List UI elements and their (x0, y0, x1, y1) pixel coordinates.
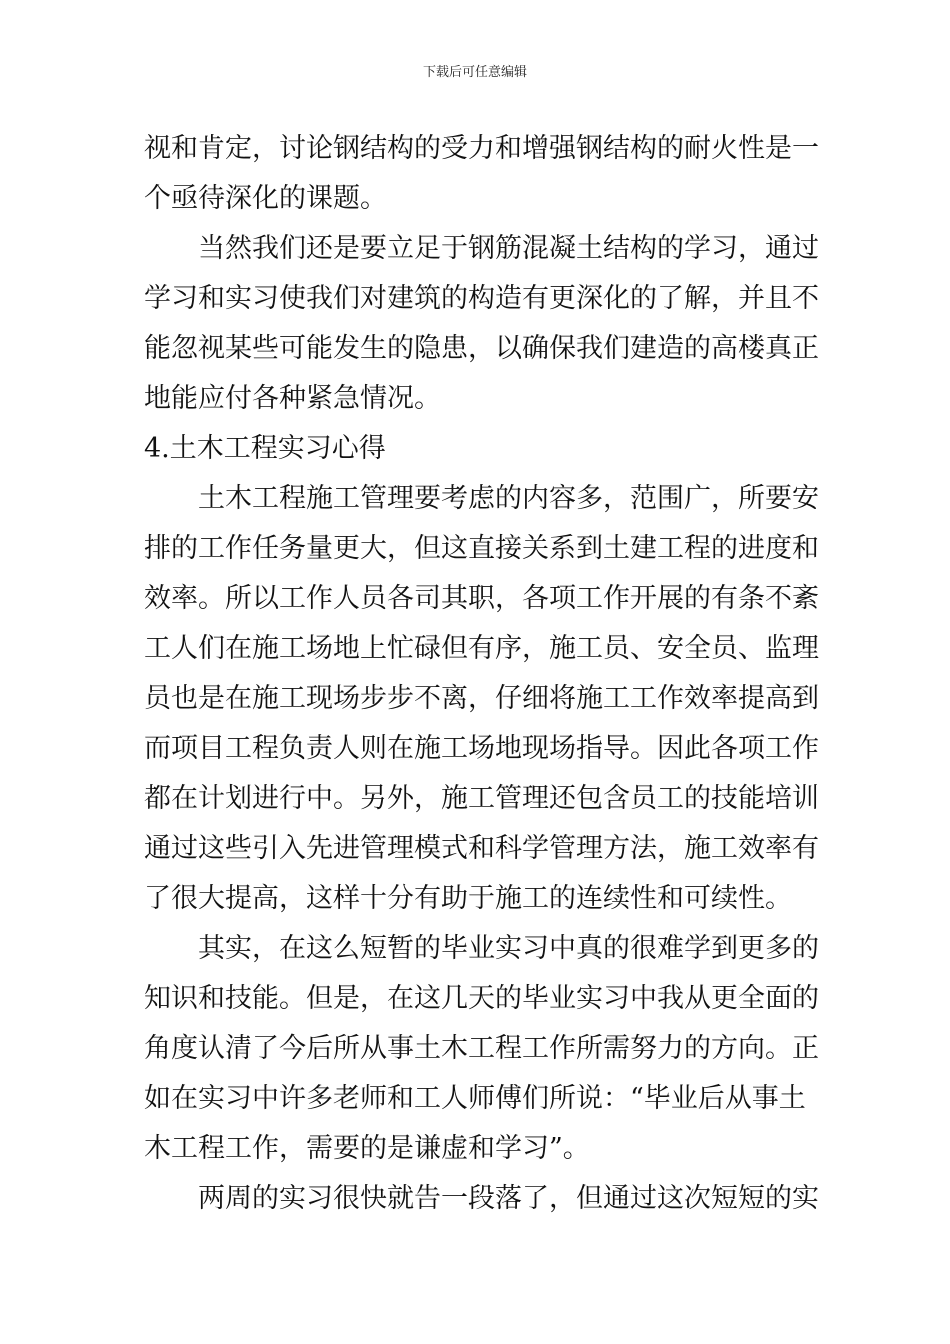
document-body (144, 124, 819, 1224)
text-line: 能忽视某些可能发生的隐患，以确保我们建造的高楼真正 (144, 333, 819, 364)
text-line: 员也是在施工现场步步不离，仔细将施工工作效率提高到 (144, 683, 819, 714)
text-line: 都在计划进行中。另外，施工管理还包含员工的技能培训 (144, 783, 819, 814)
text-line: 如在实习中许多老师和工人师傅们所说：“毕业后从事土 (144, 1083, 806, 1114)
text-line: 学习和实习使我们对建筑的构造有更深化的了解，并且不 (144, 283, 819, 314)
text-line: 通过这些引入先进管理模式和科学管理方法，施工效率有 (144, 833, 819, 864)
text-line: 视和肯定，讨论钢结构的受力和增强钢结构的耐火性是一 (144, 133, 819, 164)
paragraph-first-line: 其实，在这么短暂的毕业实习中真的很难学到更多的 (198, 933, 819, 964)
paragraph-first-line: 土木工程施工管理要考虑的内容多，范围广，所要安 (198, 483, 819, 514)
text-line: 个亟待深化的课题。 (144, 183, 387, 214)
text-line: 效率。所以工作人员各司其职，各项工作开展的有条不紊 (144, 583, 819, 614)
paragraph-first-line: 两周的实习很快就告一段落了，但通过这次短短的实 (198, 1183, 819, 1214)
text-line: 知识和技能。但是，在这几天的毕业实习中我从更全面的 (144, 983, 819, 1014)
page-header: 下载后可任意编辑 (422, 65, 527, 80)
section-heading: 4.土木工程实习心得 (144, 433, 386, 464)
text-line: 地能应付各种紧急情况。 (144, 383, 441, 414)
text-line: 而项目工程负责人则在施工场地现场指导。因此各项工作 (144, 733, 819, 764)
text-line: 排的工作任务量更大，但这直接关系到土建工程的进度和 (144, 533, 819, 564)
text-line: 了很大提高，这样十分有助于施工的连续性和可续性。 (144, 883, 792, 914)
text-line: 工人们在施工场地上忙碌但有序，施工员、安全员、监理 (144, 633, 819, 664)
paragraph-first-line: 当然我们还是要立足于钢筋混凝土结构的学习，通过 (198, 233, 819, 264)
text-line: 木工程工作，需要的是谦虚和学习”。 (144, 1133, 590, 1164)
text-line: 角度认清了今后所从事土木工程工作所需努力的方向。正 (144, 1033, 819, 1064)
